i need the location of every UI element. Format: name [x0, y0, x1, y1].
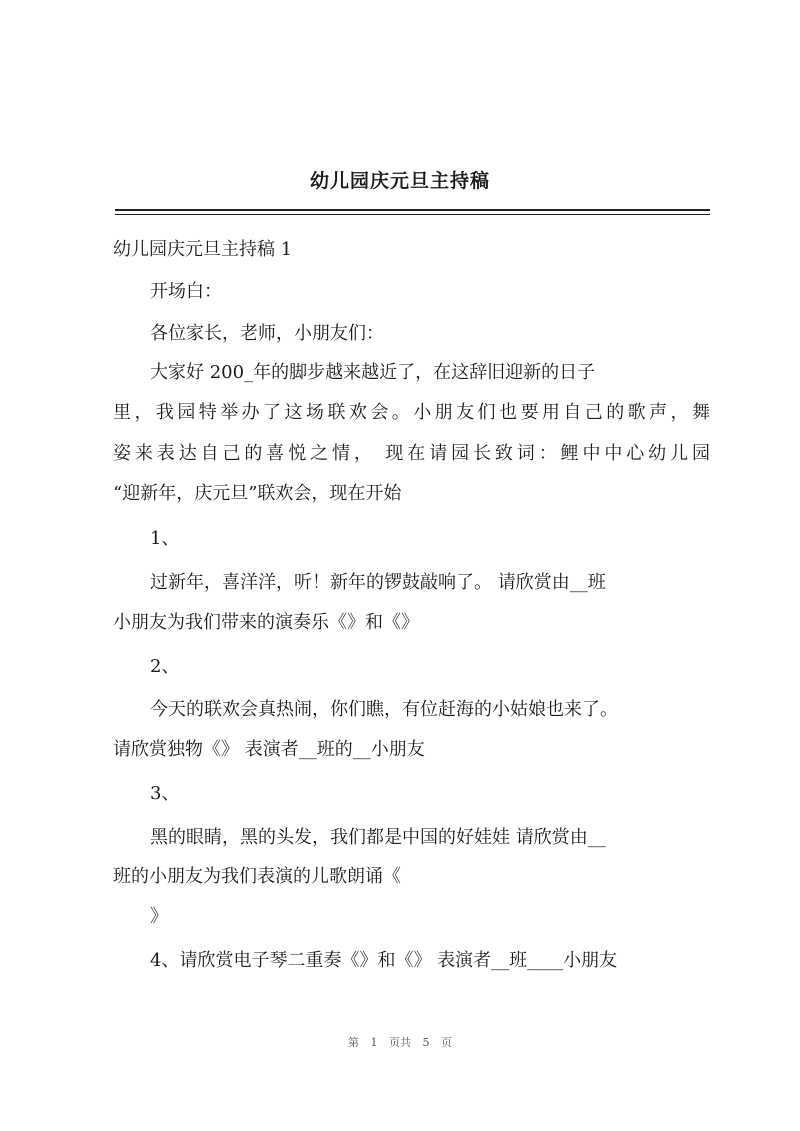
paragraph-line: 各位家长，老师，小朋友们： [150, 323, 384, 344]
paragraph-line: 班的小朋友为我们表演的儿歌朗诵《 [113, 866, 401, 887]
paragraph-line: 今天的联欢会真热闹，你们瞧，有位赶海的小姑娘也来了。 [150, 699, 618, 720]
title-rule-thick [115, 209, 710, 211]
paragraph-line: 里，我园特举办了这场联欢会。小朋友们也要用自己的歌声，舞 [113, 402, 710, 423]
paragraph-line: 开场白： [150, 281, 222, 302]
paragraph-line: 黑的眼睛，黑的头发，我们都是中国的好娃娃 请欣赏由__ [150, 827, 606, 848]
item-number: 2、 [150, 656, 180, 677]
item-number: 1、 [150, 528, 180, 549]
paragraph-line: 4、请欣赏电子琴二重奏《》和《》 表演者__班____小朋友 [150, 950, 618, 971]
page-footer: 第 1 页共 5 页 [348, 1036, 452, 1049]
paragraph-line: “迎新年，庆元旦”联欢会，现在开始 [113, 483, 402, 504]
paragraph-line: 大家好 200_年的脚步越来越近了，在这辞旧迎新的日子 [150, 362, 596, 383]
paragraph-line: 》 [150, 906, 168, 927]
item-number: 3、 [150, 783, 180, 804]
section-heading: 幼儿园庆元旦主持稿 1 [113, 239, 293, 260]
paragraph-line: 过新年，喜洋洋，听！新年的锣鼓敲响了。 请欣赏由__班 [150, 572, 606, 593]
paragraph-line: 请欣赏独物《》 表演者__班的__小朋友 [113, 739, 425, 760]
page-title: 幼儿园庆元旦主持稿 [309, 170, 490, 192]
paragraph-line: 小朋友为我们带来的演奏乐《》和《》 [113, 612, 419, 633]
paragraph-line: 姿来表达自己的喜悦之情， 现在请园长致词：鲤中中心幼儿园 [113, 443, 710, 464]
title-rule-thin [115, 214, 710, 215]
